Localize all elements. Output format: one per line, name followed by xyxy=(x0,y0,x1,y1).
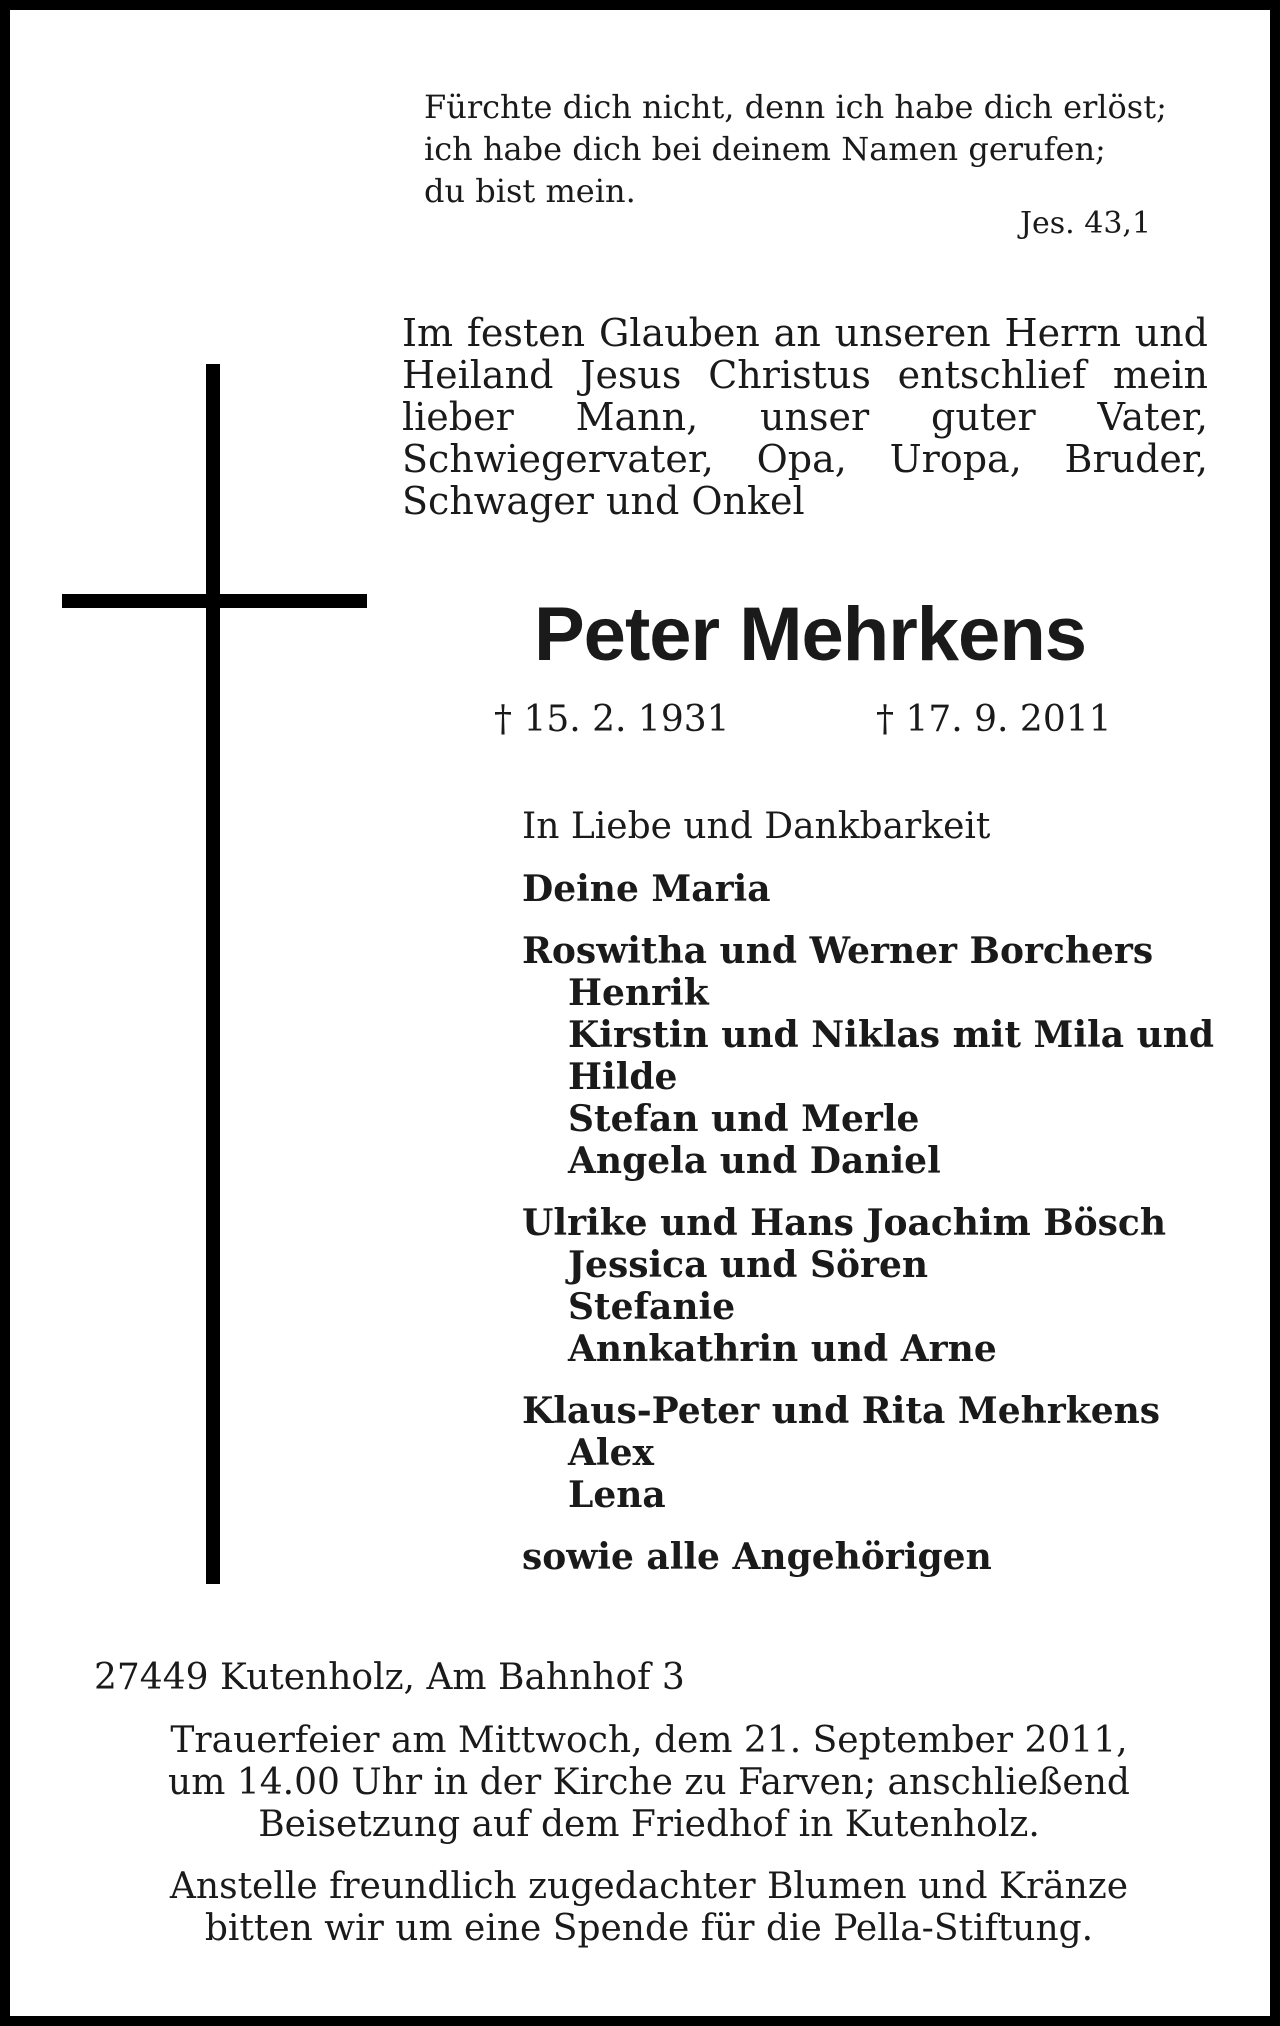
death-date: † 17. 9. 2011 xyxy=(876,699,1112,740)
mourner-member: Hilde xyxy=(568,1056,678,1098)
ceremony-line: Beisetzung auf dem Friedhof in Kutenholz. xyxy=(258,1804,1040,1845)
ceremony-info xyxy=(94,1720,1204,1846)
mourner-group-head: Deine Maria xyxy=(522,868,771,910)
mourner-member: Annkathrin und Arne xyxy=(568,1328,997,1370)
ceremony-line: Trauerfeier am Mittwoch, dem 21. September 2011, xyxy=(170,1720,1128,1761)
verse-line: ich habe dich bei deinem Namen gerufen; xyxy=(424,130,1106,168)
mourners-list xyxy=(522,806,1222,1578)
cross-icon-beam xyxy=(62,594,367,608)
verse-line: du bist mein. xyxy=(424,172,636,210)
mourner-member: Kirstin und Niklas mit Mila und xyxy=(568,1014,1215,1056)
deceased-name: Peter Mehrkens xyxy=(533,592,1087,677)
mourner-group-head: Klaus-Peter und Rita Mehrkens xyxy=(522,1390,1161,1432)
mourners-intro: In Liebe und Dankbarkeit xyxy=(522,806,991,847)
mourner-group xyxy=(522,1390,1222,1516)
mourner-group xyxy=(522,868,1222,910)
birth-date: † 15. 2. 1931 xyxy=(494,699,730,740)
mourner-member: Stefanie xyxy=(568,1286,736,1328)
mourner-group xyxy=(522,930,1222,1182)
mourner-group-head: Ulrike und Hans Joachim Bösch xyxy=(522,1202,1167,1244)
mourner-member: Angela und Daniel xyxy=(568,1140,941,1182)
donation-note xyxy=(94,1866,1204,1950)
intro-text: Im festen Glauben an unseren Herrn und Heiland Jesus Christus entschlief mein lieber Mann, unser guter Vater, Schwiegervater, Opa, Uropa, Bruder, Schwager und Onkel xyxy=(402,311,1208,523)
donation-line: Anstelle freundlich zugedachter Blumen und Kränze xyxy=(169,1866,1129,1907)
cross-icon xyxy=(206,364,220,1584)
mourner-member: Jessica und Sören xyxy=(568,1244,929,1286)
mourner-member: Lena xyxy=(568,1474,666,1516)
address: 27449 Kutenholz, Am Bahnhof 3 xyxy=(94,1657,685,1698)
mourner-member: Stefan und Merle xyxy=(568,1098,920,1140)
mourner-group xyxy=(522,1202,1222,1370)
verse-line: Fürchte dich nicht, denn ich habe dich erlöst; xyxy=(424,88,1167,126)
mourners-final: sowie alle Angehörigen xyxy=(522,1536,992,1578)
verse-reference: Jes. 43,1 xyxy=(1020,206,1152,241)
mourner-member: Henrik xyxy=(568,972,709,1014)
donation-line: bitten wir um eine Spende für die Pella-Stiftung. xyxy=(204,1908,1094,1949)
ceremony-line: um 14.00 Uhr in der Kirche zu Farven; anschließend xyxy=(168,1762,1130,1803)
mourner-member: Alex xyxy=(568,1432,654,1474)
mourner-group-head: Roswitha und Werner Borchers xyxy=(522,930,1154,972)
bible-verse xyxy=(424,86,1224,212)
